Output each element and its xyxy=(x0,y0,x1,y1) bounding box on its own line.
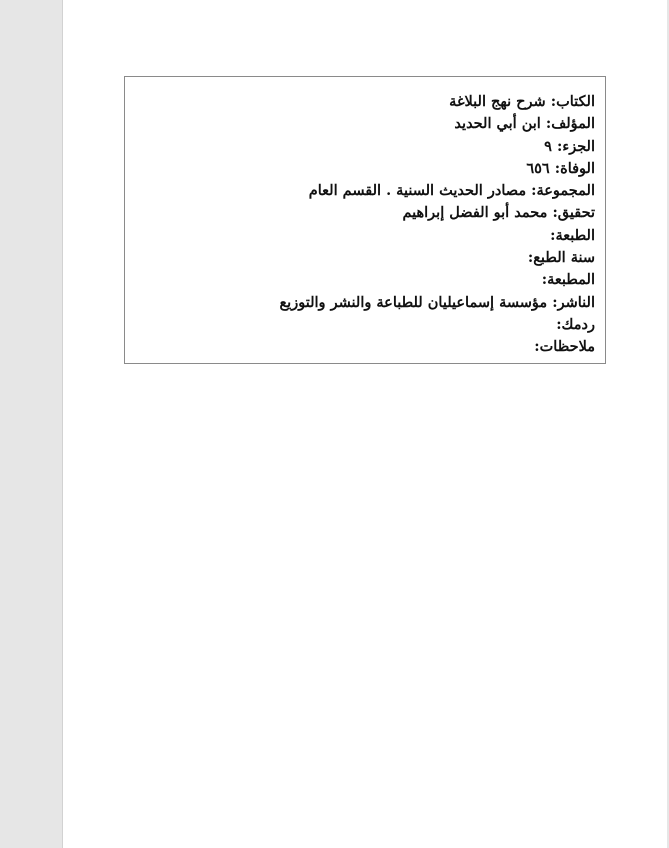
author-value: ابن أبي الحديد xyxy=(454,115,541,133)
viewer-left-gutter xyxy=(0,0,63,848)
isbn-label: ردمك : xyxy=(556,316,595,333)
press-row xyxy=(135,269,595,291)
edition-row xyxy=(135,225,595,247)
notes-label: ملاحظات : xyxy=(534,338,595,355)
death-year-value: ٦٥٦ xyxy=(526,159,550,177)
editor-value: محمد أبو الفضل إبراهيم xyxy=(402,204,548,222)
editor-label: تحقيق : xyxy=(547,204,595,221)
isbn-row xyxy=(135,314,595,336)
volume-value: ٩ xyxy=(544,137,552,155)
collection-row xyxy=(135,180,595,202)
publisher-row xyxy=(135,292,595,314)
press-label: المطبعة : xyxy=(542,271,595,288)
author-label: المؤلف : xyxy=(541,115,595,132)
book-title-row xyxy=(135,91,595,113)
death-year-row xyxy=(135,158,595,180)
print-year-row xyxy=(135,247,595,269)
collection-value: مصادر الحديث السنية . القسم العام xyxy=(308,182,527,200)
document-page xyxy=(64,0,667,848)
volume-row xyxy=(135,136,595,158)
book-info-box xyxy=(124,76,606,364)
book-title-value: شرح نهج البلاغة xyxy=(449,93,546,110)
notes-row xyxy=(135,336,595,358)
editor-row xyxy=(135,202,595,224)
author-row xyxy=(135,113,595,135)
book-title-label: الكتاب : xyxy=(546,93,595,110)
print-year-label: سنة الطبع : xyxy=(528,249,595,266)
publisher-label: الناشر : xyxy=(547,294,595,311)
publisher-value: مؤسسة إسماعيليان للطباعة والنشر والتوزيع xyxy=(279,293,548,311)
volume-label: الجزء : xyxy=(552,138,595,155)
collection-label: المجموعة : xyxy=(526,182,595,199)
death-year-label: الوفاة : xyxy=(550,160,595,177)
edition-label: الطبعة : xyxy=(550,227,595,244)
